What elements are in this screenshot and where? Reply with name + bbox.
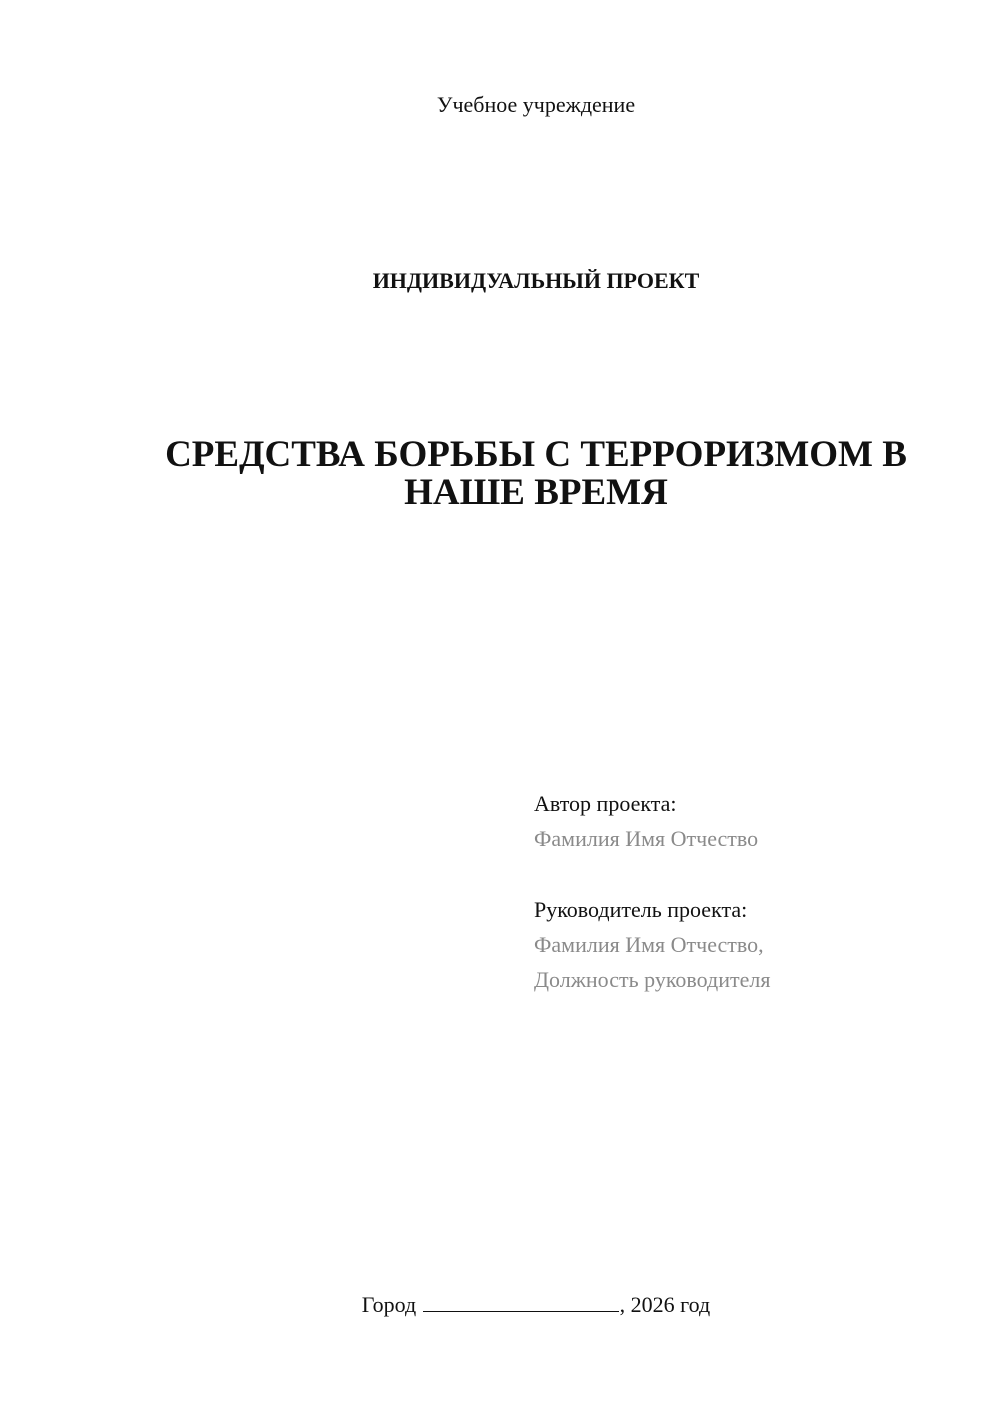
city-blank-underline (423, 1291, 619, 1312)
institution-name: Учебное учреждение (436, 92, 636, 117)
project-title-line-1: СРЕДСТВА БОРЬБЫ С ТЕРРОРИЗМОМ В (165, 434, 907, 475)
city-label: Город (361, 1292, 417, 1317)
year-text: , 2026 год (619, 1292, 711, 1317)
project-title (100, 436, 972, 512)
credits-spacer (534, 856, 974, 892)
supervisor-label: Руководитель проекта: (534, 897, 748, 922)
supervisor-position-placeholder: Должность руководителя (534, 967, 771, 992)
project-title-line-2: НАШЕ ВРЕМЯ (404, 472, 668, 513)
author-name-placeholder: Фамилия Имя Отчество (534, 826, 759, 851)
supervisor-name-placeholder: Фамилия Имя Отчество, (534, 932, 764, 957)
document-type: ИНДИВИДУАЛЬНЫЙ ПРОЕКТ (372, 268, 700, 293)
credits-block (534, 786, 974, 997)
city-year-line (0, 1290, 1000, 1320)
author-label: Автор проекта: (534, 791, 677, 816)
